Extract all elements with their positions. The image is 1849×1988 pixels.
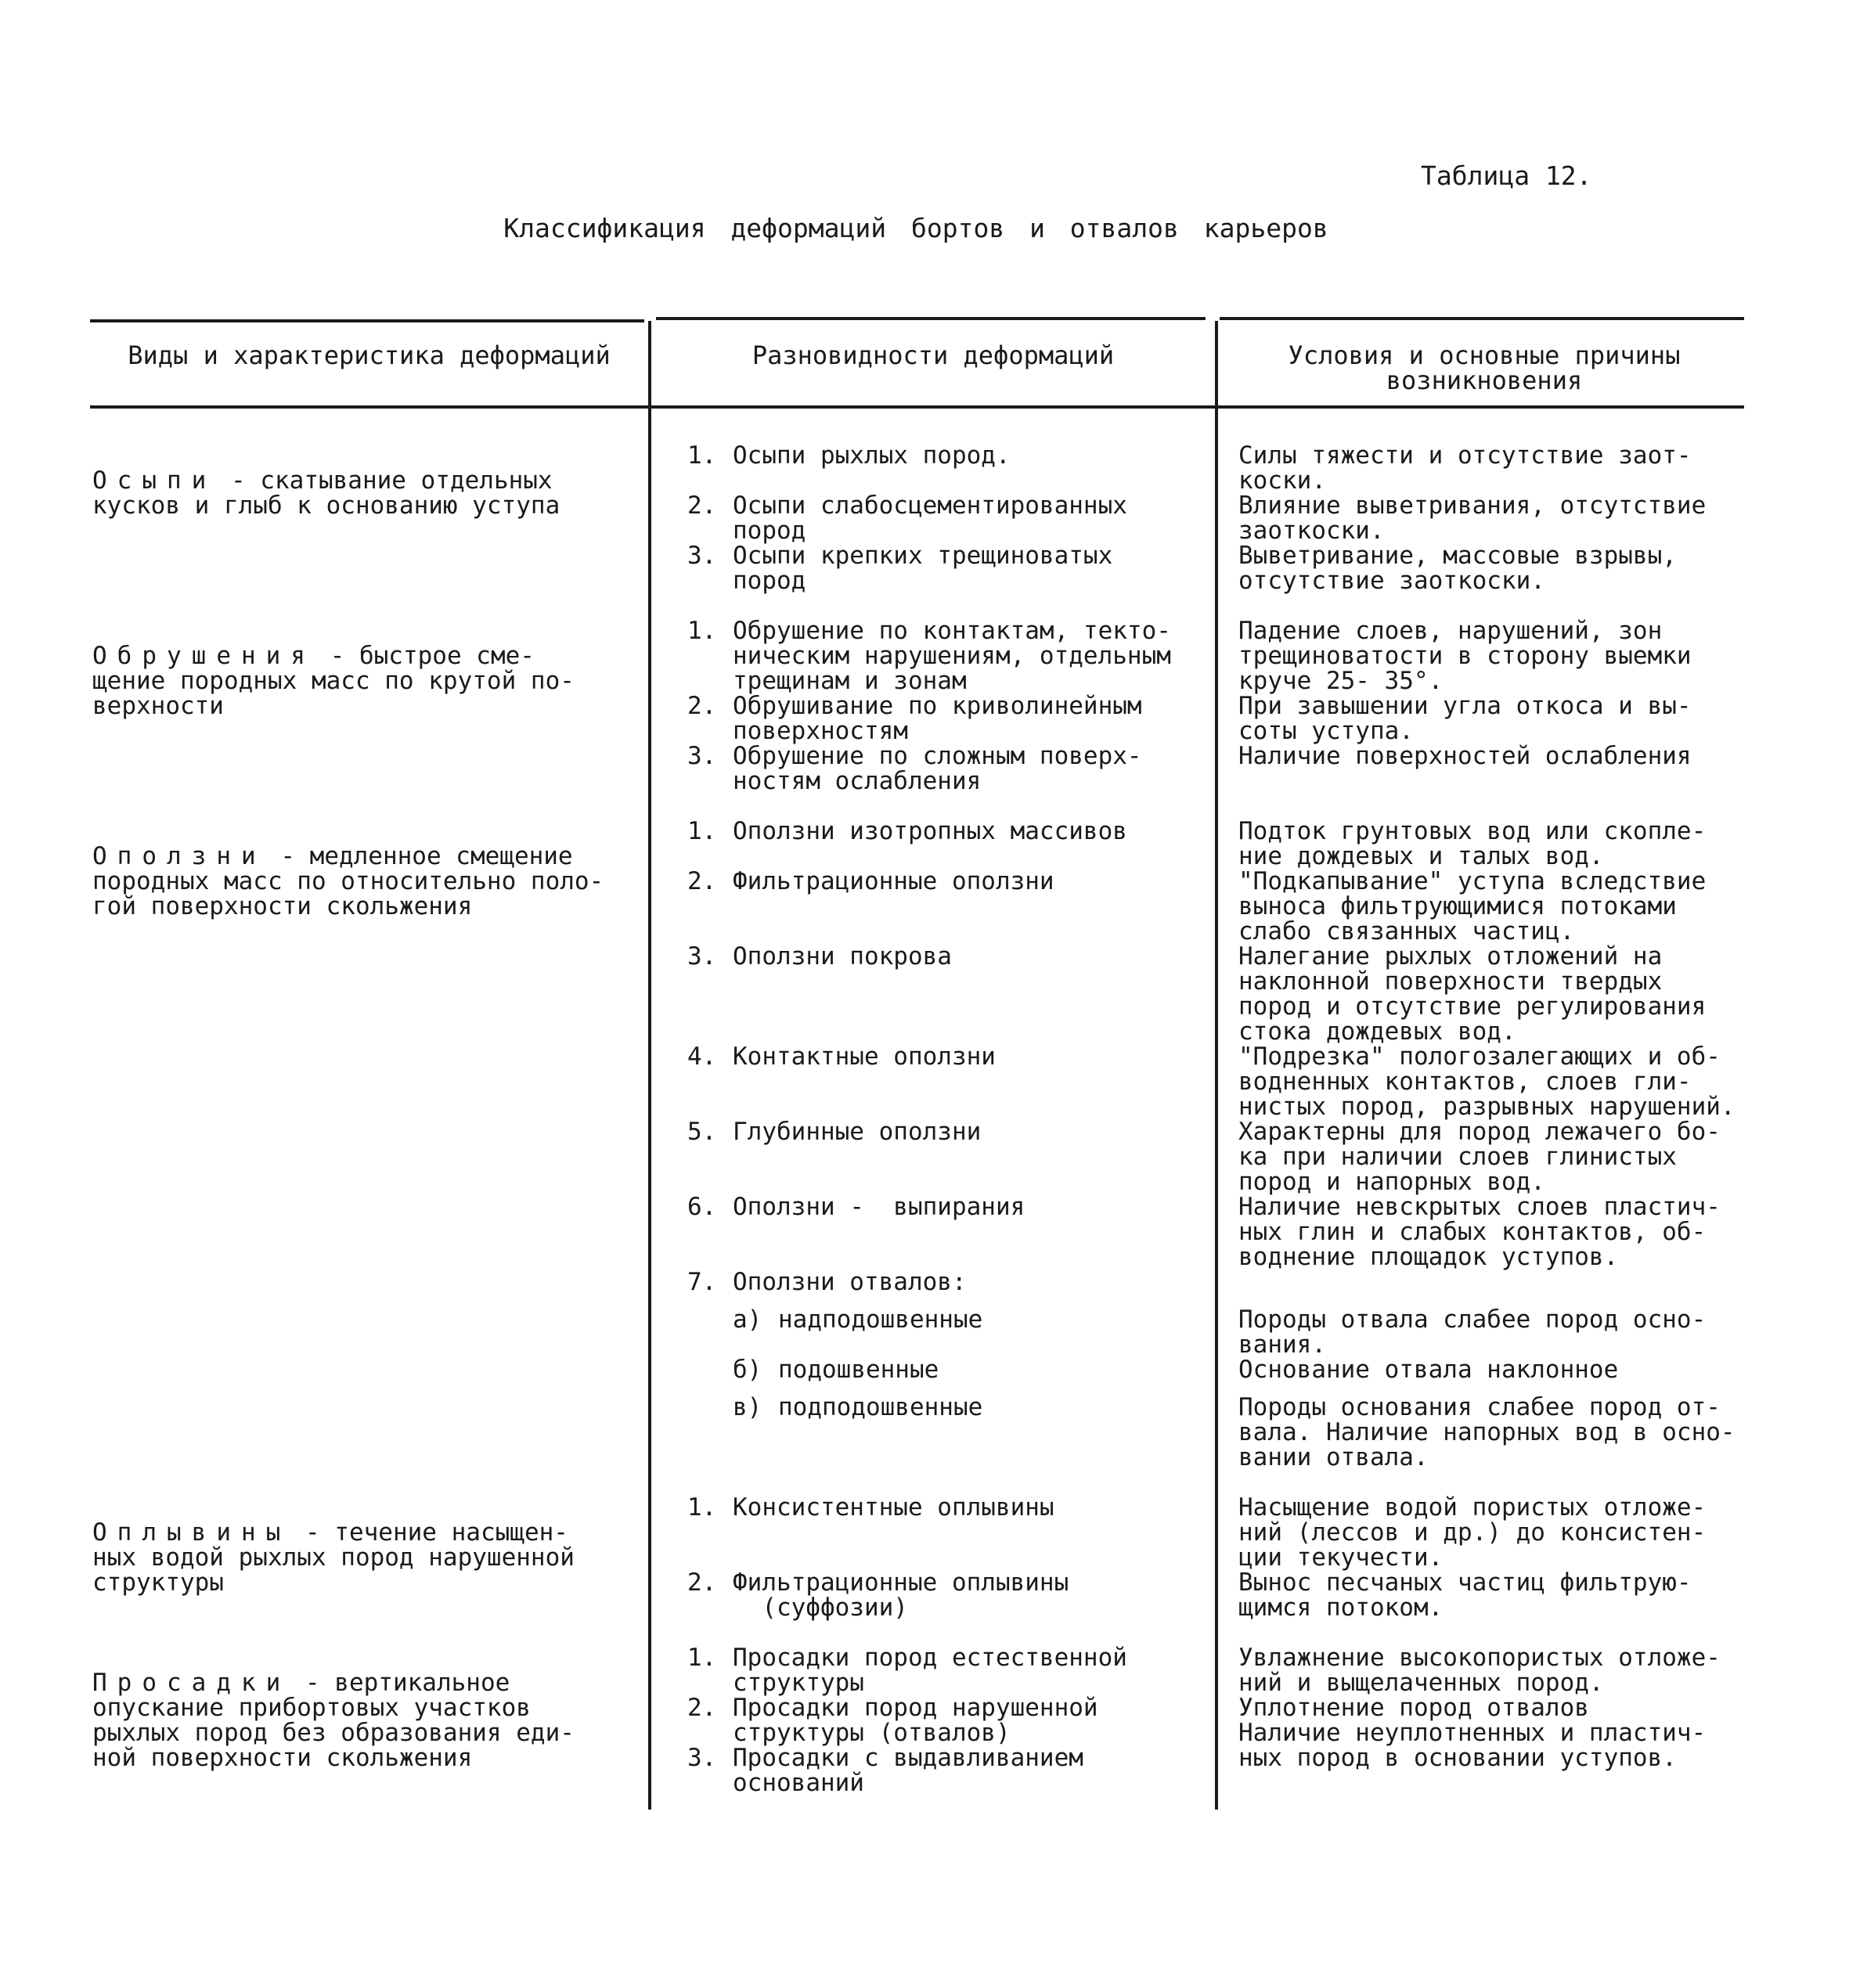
group-obrusheniya: Обрушения - быстрое сме- щение породных масс по крутой по- верхности xyxy=(92,642,575,720)
variety-subitem: а) надподошвенные xyxy=(733,1306,983,1334)
cause-item: "Подкапывание" уступа вследствие выноса фильтрующимися потоками слабо связанных частиц. xyxy=(1238,867,1707,945)
cause-item: Вынос песчаных частиц фильтрую- щимся потоком. xyxy=(1238,1568,1692,1622)
cause-item: При завышении угла откоса и вы- соты уступа. xyxy=(1238,692,1692,745)
header-causes xyxy=(1218,340,1750,395)
table-top-rule-2 xyxy=(656,317,1206,320)
cause-item: Насыщение водой пористых отложе- ний (лессов и др.) до консистен- ции текучести. xyxy=(1238,1493,1707,1572)
cause-item: Подток грунтовых вод или скопле- ние дождевых и талых вод. xyxy=(1238,817,1707,870)
variety-item: 2. Осыпи слабосцементированных пород xyxy=(687,492,1127,545)
cause-item: Наличие невскрытых слоев пластич- ных глин и слабых контактов, об- воднение площадок уступов. xyxy=(1238,1193,1721,1271)
variety-item: 1. Консистентные оплывины xyxy=(687,1493,1054,1522)
variety-item: 1. Просадки пород естественной структуры xyxy=(687,1644,1127,1697)
variety-item: 3. Осыпи крепких трещиноватых пород xyxy=(687,542,1113,595)
group-name: Оползни xyxy=(92,842,266,870)
group-opolzni: Оползни - медленное смещение породных масс по относительно поло- гой поверхности скольжения xyxy=(92,842,604,920)
table-title: Классификация деформаций бортов и отвалов карьеров xyxy=(503,213,1328,243)
group-name: Оплывины xyxy=(92,1518,291,1547)
header-causes-line: возникновения xyxy=(1386,366,1583,395)
column-divider-2 xyxy=(1215,321,1218,1810)
header-varieties xyxy=(651,340,1215,370)
group-name: Просадки xyxy=(92,1669,291,1697)
group-desc-line: - скатывание отдельных xyxy=(231,466,553,495)
variety-item: 5. Глубинные оползни xyxy=(687,1118,982,1146)
cause-item: Падение слоев, нарушений, зон трещиноватости в сторону выемки круче 25- 35°. xyxy=(1238,617,1692,695)
header-types xyxy=(90,340,648,370)
cause-item: Влияние выветривания, отсутствие заоткоски. xyxy=(1238,492,1707,545)
cause-item: Основание отвала наклонное xyxy=(1238,1356,1619,1384)
variety-item: 6. Оползни - выпирания xyxy=(687,1193,1025,1221)
variety-item: 3. Оползни покрова xyxy=(687,942,952,971)
group-oplyviny: Оплывины - течение насыщен- ных водой рыхлых пород нарушенной структуры xyxy=(92,1518,575,1597)
table-label: Таблица 12. xyxy=(1421,160,1592,191)
group-prosadki: Просадки - вертикальное опускание прибортовых участков рыхлых пород без образования еди- ной поверхности скольжения xyxy=(92,1669,575,1772)
cause-item: "Подрезка" пологозалегающих и об- водненных контактов, слоев гли- нистых пород, разрывных нарушений. xyxy=(1238,1043,1735,1121)
cause-item: Породы основания слабее пород от- вала. Наличие напорных вод в осно- вании отвала. xyxy=(1238,1393,1735,1471)
variety-item: 7. Оползни отвалов: xyxy=(687,1268,967,1296)
cause-item: Увлажнение высокопористых отложе- ний и выщелаченных пород. xyxy=(1238,1644,1721,1697)
variety-item: 2. Просадки пород нарушенной структуры (отвалов) xyxy=(687,1694,1098,1747)
header-causes-line: Условия и основные причины xyxy=(1288,340,1681,370)
cause-item: Налегание рыхлых отложений на наклонной поверхности твердых пород и отсутствие регулирования стока дождевых вод. xyxy=(1238,942,1707,1046)
variety-item: 2. Фильтрационные оползни xyxy=(687,867,1054,895)
variety-item: 4. Контактные оползни xyxy=(687,1043,996,1071)
variety-item: 3. Обрушение по сложным поверх- ностям ослабления xyxy=(687,742,1142,795)
variety-item: 1. Оползни изотропных массивов xyxy=(687,817,1127,845)
table-top-rule-3 xyxy=(1220,317,1744,320)
group-name: Обрушения xyxy=(92,642,315,670)
cause-item: Выветривание, массовые взрывы, отсутствие заоткоски. xyxy=(1238,542,1677,595)
group-name: Осыпи xyxy=(92,466,217,495)
cause-item: Силы тяжести и отсутствие заот- коски. xyxy=(1238,441,1692,495)
variety-subitem: б) подошвенные xyxy=(733,1356,939,1384)
variety-item: 1. Осыпи рыхлых пород. xyxy=(687,441,1011,470)
group-osypi xyxy=(92,443,560,518)
cause-item: Породы отвала слабее пород осно- вания. xyxy=(1238,1306,1707,1359)
variety-item: 3. Просадки с выдавливанием оснований xyxy=(687,1744,1083,1797)
cause-item: Наличие неуплотненных и пластич- ных пород в основании уступов. xyxy=(1238,1719,1707,1772)
header-types-text: Виды и характеристика деформаций xyxy=(128,340,611,370)
variety-subitem: в) подподошвенные xyxy=(733,1393,983,1421)
cause-item: Наличие поверхностей ослабления xyxy=(1238,742,1692,770)
header-varieties-text: Разновидности деформаций xyxy=(751,340,1115,370)
cause-item: Уплотнение пород отвалов xyxy=(1238,1694,1589,1722)
variety-item: 2. Обрушивание по криволинейным поверхностям xyxy=(687,692,1142,745)
variety-item: 1. Обрушение по контактам, текто- ническим нарушениям, отдельным трещинам и зонам xyxy=(687,617,1171,695)
header-bottom-rule xyxy=(90,405,1744,409)
column-divider-1 xyxy=(648,321,651,1810)
group-desc-line: кусков и глыб к основанию уступа xyxy=(92,492,560,520)
variety-item: 2. Фильтрационные оплывины (суффозии) xyxy=(687,1568,1069,1622)
table-top-rule-1 xyxy=(90,319,644,322)
cause-item: Характерны для пород лежачего бо- ка при наличии слоев глинистых пород и напорных вод. xyxy=(1238,1118,1721,1196)
